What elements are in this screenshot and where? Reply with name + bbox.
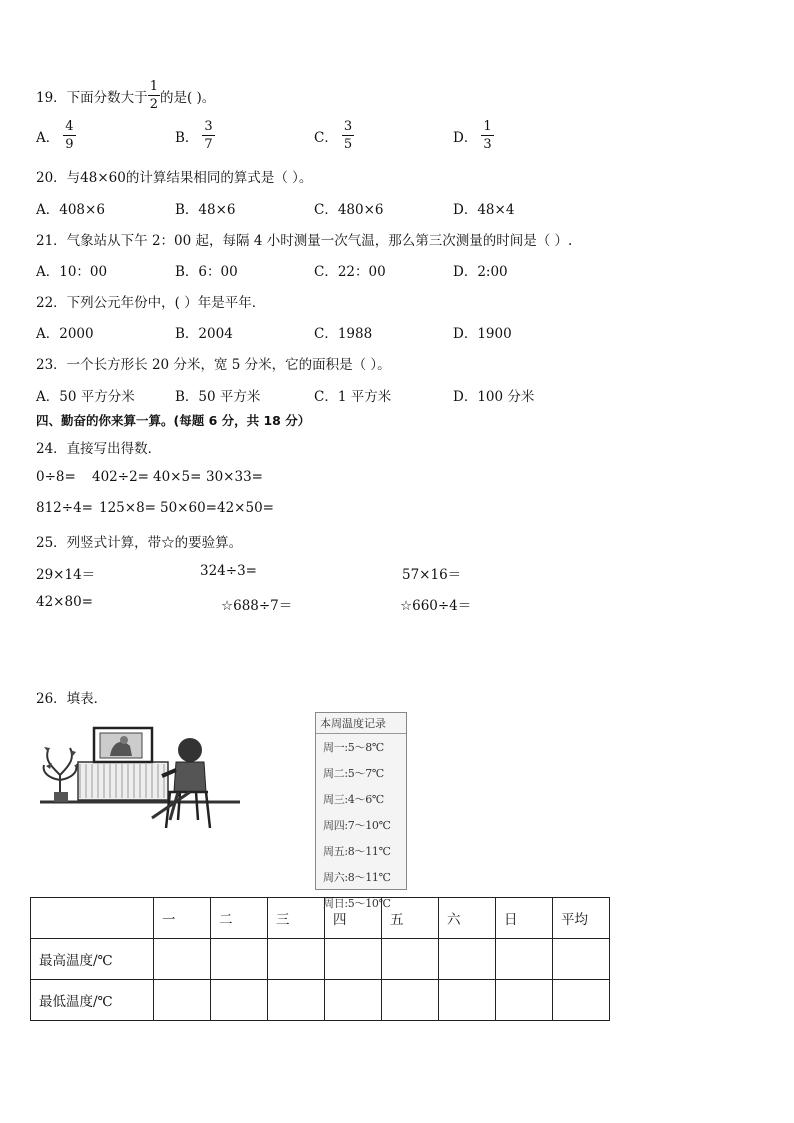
- answer-cell[interactable]: [211, 980, 268, 1021]
- table-header-cell: 五: [382, 898, 439, 939]
- table-header-cell: 平均: [553, 898, 610, 939]
- q22-stem: 22．下列公元年份中，( ）年是平年．: [36, 295, 266, 311]
- q26-stem: 26．填表．: [36, 691, 108, 707]
- answer-cell[interactable]: [496, 939, 553, 980]
- q24-stem: 24．直接写出得数．: [36, 441, 162, 457]
- row-label: 最高温度/℃: [31, 939, 154, 980]
- option-fraction: [342, 120, 354, 151]
- record-line: 周三:4～6℃: [323, 793, 384, 806]
- q21-option-d: D．2:00: [453, 264, 508, 280]
- q22-option-b: B．2004: [175, 326, 233, 342]
- answer-cell[interactable]: [268, 939, 325, 980]
- answer-cell[interactable]: [154, 939, 211, 980]
- q24-item: 402÷2=: [92, 469, 149, 485]
- q24-item: 30×33=: [206, 469, 263, 485]
- answer-cell[interactable]: [268, 980, 325, 1021]
- option-fraction: [63, 120, 75, 151]
- q25-item: 57×16＝: [402, 567, 462, 583]
- answer-cell[interactable]: [211, 939, 268, 980]
- q24-item: 0÷8=: [36, 469, 76, 485]
- q25-item: 29×14＝: [36, 567, 96, 583]
- table-header-cell: 日: [496, 898, 553, 939]
- answer-cell[interactable]: [382, 980, 439, 1021]
- table-row: [31, 980, 610, 1021]
- q23-stem: 23．一个长方形长 20 分米，宽 5 分米，它的面积是（ ）。: [36, 357, 391, 373]
- option-label: B．: [175, 129, 199, 146]
- q22-option-a: A．2000: [36, 326, 94, 342]
- q19-option-a: [36, 120, 76, 151]
- table-header-cell: [31, 898, 154, 939]
- table-header-cell: 四: [325, 898, 382, 939]
- q25-item: 324÷3=: [200, 563, 257, 579]
- q25-item: ☆660÷4＝: [400, 598, 472, 614]
- answer-cell[interactable]: [553, 939, 610, 980]
- child-watching-tv-illustration: [40, 720, 240, 835]
- q19-option-c: [314, 120, 354, 151]
- q24-item: 40×5=: [153, 469, 202, 485]
- q20-option-b: B．48×6: [175, 202, 236, 218]
- q25-item: 42×80=: [36, 594, 93, 610]
- table-header-cell: 六: [439, 898, 496, 939]
- fraction-numerator: 3: [343, 119, 353, 134]
- fraction-numerator: 1: [483, 119, 492, 134]
- q20-stem: 20．与48×60的计算结果相同的算式是（ ）。: [36, 170, 313, 186]
- q22-option-d: D．1900: [453, 326, 512, 342]
- record-line: 周二:5～7℃: [323, 767, 384, 780]
- row-label: 最低温度/℃: [31, 980, 154, 1021]
- table-header-row: [31, 898, 610, 939]
- table-header-cell: 一: [154, 898, 211, 939]
- q24-item: 812÷4=: [36, 500, 93, 516]
- q21-option-a: A．10：00: [36, 264, 108, 280]
- answer-cell[interactable]: [496, 980, 553, 1021]
- fraction-numerator: 1: [149, 79, 158, 94]
- q24-item: 125×8=: [99, 500, 156, 516]
- temperature-record-card: [315, 712, 407, 910]
- q25-stem: 25．列竖式计算，带☆的要验算。: [36, 535, 243, 551]
- q24-item: 50×60=: [160, 500, 217, 516]
- table-row: [31, 939, 610, 980]
- record-line: 周六:8～11℃: [323, 871, 391, 884]
- q23-option-d: D．100 分米: [453, 389, 535, 405]
- q23-option-a: A．50 平方分米: [36, 389, 135, 405]
- q24-item: 42×50=: [217, 500, 274, 516]
- fraction-denominator: 3: [483, 137, 492, 152]
- q19-option-d: [453, 120, 494, 151]
- record-line: 周一:5～8℃: [323, 741, 384, 754]
- option-label: A．: [36, 129, 60, 146]
- q20-option-c: C．480×6: [314, 202, 384, 218]
- q23-option-c: C．1 平方米: [314, 389, 392, 405]
- q19-stem: [36, 80, 215, 111]
- q20-option-d: D．48×4: [453, 202, 515, 218]
- answer-cell[interactable]: [553, 980, 610, 1021]
- table-header-cell: 二: [211, 898, 268, 939]
- q19-option-b: [175, 120, 215, 151]
- q22-option-c: C．1988: [314, 326, 373, 342]
- option-fraction: [481, 120, 493, 151]
- answer-cell[interactable]: [439, 980, 496, 1021]
- q25-item: ☆688÷7＝: [221, 598, 293, 614]
- answer-cell[interactable]: [439, 939, 496, 980]
- temperature-table: [30, 897, 610, 1021]
- option-fraction: [202, 120, 214, 151]
- fraction-numerator: 4: [65, 119, 74, 134]
- answer-cell[interactable]: [154, 980, 211, 1021]
- table-header-cell: 三: [268, 898, 325, 939]
- fraction-denominator: 9: [65, 137, 74, 152]
- record-line: 周日:5～10℃: [323, 897, 391, 910]
- fraction-denominator: 5: [343, 137, 353, 152]
- q19-stem-pre: 19．下面分数大于: [36, 89, 148, 106]
- answer-cell[interactable]: [325, 980, 382, 1021]
- fraction-denominator: 7: [204, 137, 213, 152]
- answer-cell[interactable]: [325, 939, 382, 980]
- fraction-numerator: 3: [204, 119, 213, 134]
- q21-option-c: C．22：00: [314, 264, 386, 280]
- record-line: 周五:8～11℃: [323, 845, 391, 858]
- fraction-denominator: 2: [149, 97, 158, 112]
- record-line: 周四:7～10℃: [323, 819, 391, 832]
- record-title: 本周温度记录: [316, 713, 406, 734]
- answer-cell[interactable]: [382, 939, 439, 980]
- q20-option-a: A．408×6: [36, 202, 105, 218]
- option-label: D．: [453, 129, 478, 146]
- section-heading: 四、勤奋的你来算一算。(每题 6 分，共 18 分）: [36, 413, 311, 428]
- q23-option-b: B．50 平方米: [175, 389, 261, 405]
- option-label: C．: [314, 129, 338, 146]
- q19-stem-post: 的是( )。: [159, 89, 216, 106]
- q21-option-b: B．6：00: [175, 264, 238, 280]
- q19-stem-fraction: [148, 80, 160, 111]
- q21-stem: 21．气象站从下午 2：00 起，每隔 4 小时测量一次气温，那么第三次测量的时间是（ ）.: [36, 233, 573, 249]
